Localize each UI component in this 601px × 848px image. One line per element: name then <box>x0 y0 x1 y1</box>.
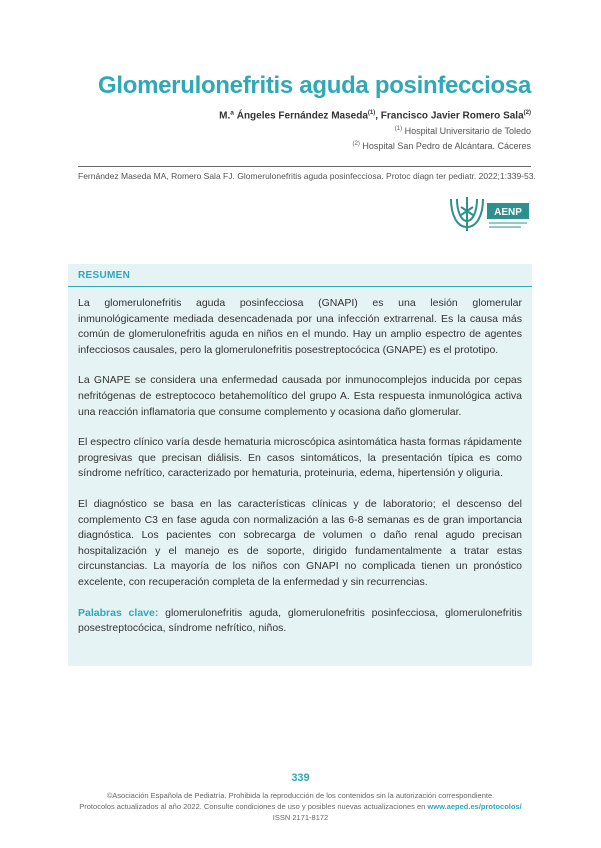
affiliation-text: Hospital Universitario de Toledo <box>402 126 531 136</box>
update-line <box>0 801 601 812</box>
author-affiliation-marker: (1) <box>367 110 376 116</box>
summary-body <box>78 296 522 652</box>
affiliation-marker: (1) <box>394 126 403 132</box>
summary-paragraph: El espectro clínico varía desde hematuria microscópica asintomática hasta formas rápidamente progresivas que precisan diálisis. En casos sintomáticos, la presentación típica es como síndrome nefrítico, caracterizado por hematuria, proteinuria, edema, hipertensión y oliguria. <box>78 436 522 480</box>
page-number: 339 <box>291 772 310 784</box>
citation-line: Fernández Maseda MA, Romero Sala FJ. Glomerulonefritis aguda posinfecciosa. Protoc diagn ter pediatr. 2022;1:339-53. <box>78 166 531 181</box>
keywords <box>78 606 522 637</box>
summary-paragraph: La glomerulonefritis aguda posinfecciosa (GNAPI) es una lesión glomerular inmunológicamente mediada desencadenada por una infección extrarrenal. Es la causa más común de glomerulonefritis aguda en niños en el mundo. Hay un amplio espectro de agentes infecciosos causales, pero la glomerulonefritis posestreptocócica (GNAPE) es el prototipo. <box>78 297 522 356</box>
affiliation-marker: (2) <box>352 141 360 147</box>
update-text: Protocolos actualizados al año 2022. Consulte condiciones de uso y posibles nuevas actualizaciones en <box>79 802 428 811</box>
protocols-link[interactable]: www.aeped.es/protocolos/ <box>427 802 522 811</box>
summary-box <box>68 264 532 666</box>
author-name: M.ª Ángeles Fernández Maseda <box>219 110 368 122</box>
author-separator: , <box>375 110 381 122</box>
summary-header <box>68 264 532 287</box>
page-footer <box>0 772 601 823</box>
summary-paragraph: El diagnóstico se basa en las características clínicas y de laboratorio; el descenso del complemento C3 en fase aguda con normalización a las 6-8 semanas es de gran importancia diagnóstica. Los pacientes con sobrecarga de volumen o daño renal agudo precisan hospitalización y el manejo es de soporte, dirigido fundamentalmente a tratar estas circunstancias. La mayoría de los niños con GNAPI no complicada tienen un pronóstico excelente, con recuperación completa de la enfermedad y sin recurrencias. <box>78 497 522 588</box>
logo-text: AENP <box>494 207 522 218</box>
affiliation <box>353 141 531 151</box>
author-list <box>219 110 531 121</box>
aenp-logo <box>447 193 531 233</box>
author-name: Francisco Javier Romero Sala <box>380 110 524 122</box>
summary-paragraph: La GNAPE se considera una enfermedad causada por inmunocomplejos inducida por cepas nefritógenas de estreptococo betahemolítico del grupo A. Esta respuesta inmunológica activa una reacción inflamatoria que consume complemento y ocasiona daño glomerular. <box>78 374 522 418</box>
affiliation-text: Hospital San Pedro de Alcántara. Cáceres <box>359 141 531 151</box>
article-title: Glomerulonefritis aguda posinfecciosa <box>98 72 531 99</box>
issn: ISSN 2171-8172 <box>272 813 329 822</box>
keywords-text: glomerulonefritis aguda, glomerulonefritis posinfecciosa, glomerulonefritis posestreptocócica, síndrome nefrítico, niños. <box>78 606 523 635</box>
author-affiliation-marker: (2) <box>523 110 531 116</box>
summary-heading: RESUMEN <box>78 270 131 281</box>
keywords-label: Palabras clave: <box>78 606 159 619</box>
affiliation <box>395 126 531 136</box>
copyright-line: ©Asociación Española de Pediatría. Prohibida la reproducción de los contenidos sin la autorización correspondiente. <box>106 791 495 800</box>
